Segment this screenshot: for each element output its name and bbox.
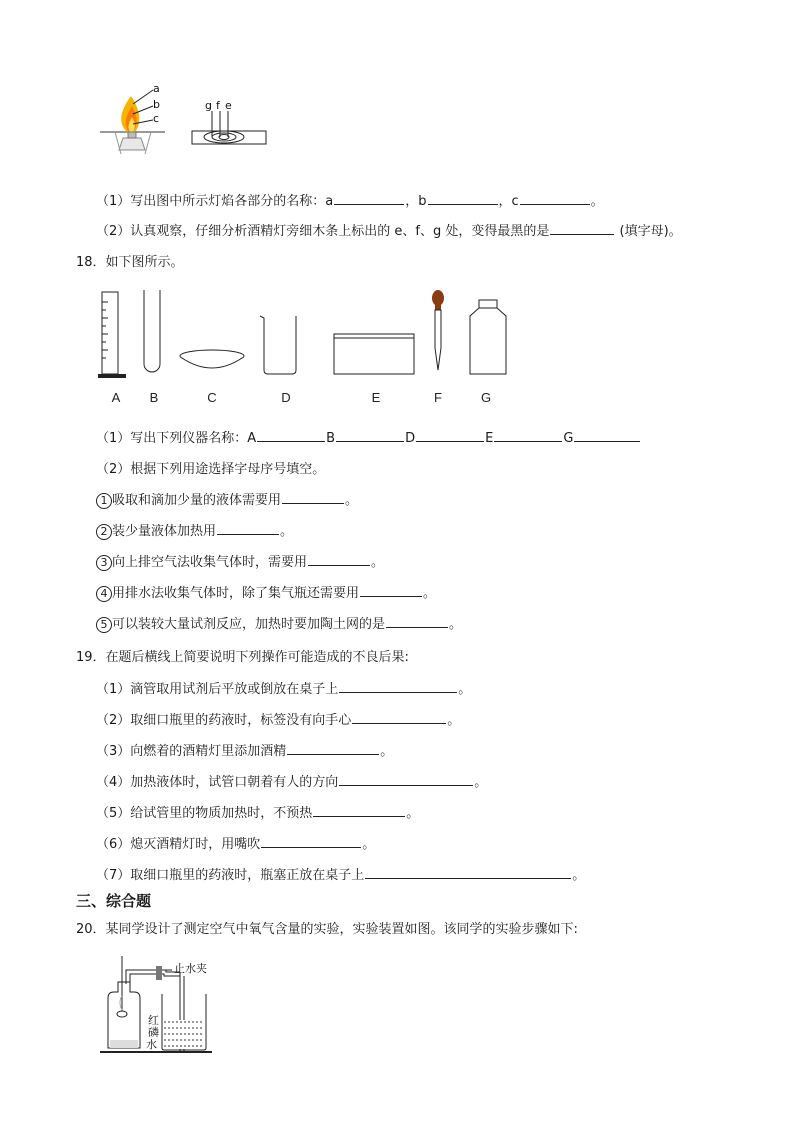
instrument-label-e: E — [371, 390, 381, 405]
instrument-label-b: B — [149, 390, 159, 405]
q18-item-4: 4 用排水法收集气体时，除了集气瓶还需要用 。 — [96, 582, 436, 602]
q18-item-3: 3 向上排空气法收集气体时，需要用 。 — [96, 551, 384, 571]
section-title: 三、综合题 — [76, 892, 152, 910]
instrument-label-g: G — [480, 390, 492, 405]
q18-item-1: 1 吸取和滴加少量的液体需要用 。 — [96, 489, 358, 509]
answer-blank[interactable] — [339, 680, 457, 693]
answer-blank[interactable] — [574, 429, 640, 442]
answer-blank[interactable] — [336, 429, 404, 442]
answer-blank[interactable] — [416, 429, 484, 442]
answer-blank[interactable] — [261, 835, 361, 848]
answer-blank[interactable] — [217, 522, 279, 535]
q19-item-7: （7）取细口瓶里的药液时，瓶塞正放在桌子上 。 — [96, 868, 586, 883]
flame-label-a: a — [153, 82, 160, 95]
instrument-label-f: F — [434, 390, 442, 405]
q19-item-5: （5）给试管里的物质加热时，不预热 。 — [96, 806, 420, 821]
flame-label-c: c — [153, 112, 160, 125]
instrument-label-a: A — [111, 390, 121, 405]
answer-blank[interactable] — [360, 584, 422, 597]
wood-label-g: g — [205, 99, 212, 112]
wood-label-e: e — [225, 99, 232, 112]
wood-label-f: f — [216, 99, 220, 112]
answer-blank[interactable] — [352, 711, 446, 724]
flame-label-b: b — [153, 98, 160, 111]
clamp-label: 止水夹 — [174, 962, 207, 975]
q19-item-3: （3）向燃着的酒精灯里添加酒精 。 — [96, 744, 394, 759]
q17-part1: （1）写出图中所示灯焰各部分的名称：a ，b ，c 。 — [96, 194, 604, 209]
q18-item-5: 5 可以装较大量试剂反应，加热时要加陶土网的是 。 — [96, 613, 462, 633]
answer-blank[interactable] — [365, 866, 571, 879]
q20-title: 20．某同学设计了测定空气中氧气含量的实验，实验装置如图。该同学的实验步骤如下: — [76, 922, 578, 937]
instrument-label-d: D — [281, 390, 291, 405]
answer-blank[interactable] — [313, 804, 405, 817]
q18-part1: （1）写出下列仪器名称：A B D E G — [96, 427, 641, 446]
answer-blank[interactable] — [428, 192, 498, 205]
q18-part2: （2）根据下列用途选择字母序号填空。 — [96, 462, 326, 477]
answer-blank[interactable] — [520, 192, 590, 205]
q19-title: 19．在题后横线上简要说明下列操作可能造成的不良后果: — [76, 650, 409, 665]
answer-blank[interactable] — [308, 553, 370, 566]
answer-blank[interactable] — [339, 773, 473, 786]
lab-instruments-figure — [96, 286, 516, 381]
phosphorus-label-1: 红 — [148, 1014, 159, 1027]
q19-item-1: （1）滴管取用试剂后平放或倒放在桌子上 。 — [96, 682, 472, 697]
alcohol-lamp-figure — [95, 82, 185, 162]
answer-blank[interactable] — [494, 429, 562, 442]
q18-item-2: 2 装少量液体加热用 。 — [96, 520, 293, 540]
answer-blank[interactable] — [550, 222, 614, 235]
wood-strip-figure — [190, 95, 270, 150]
q18-title: 18．如下图所示。 — [76, 255, 184, 270]
answer-blank[interactable] — [257, 429, 325, 442]
q17-part2: （2）认真观察，仔细分析酒精灯旁细木条上标出的 e、f、g 处，变得最黑的是 (填字母)。 — [96, 224, 682, 239]
instrument-label-c: C — [207, 390, 217, 405]
q19-item-2: （2）取细口瓶里的药液时，标签没有向手心 。 — [96, 713, 461, 728]
q19-item-4: （4）加热液体时，试管口朝着有人的方向 。 — [96, 775, 488, 790]
oxygen-experiment-figure — [96, 952, 226, 1060]
answer-blank[interactable] — [282, 491, 344, 504]
answer-blank[interactable] — [386, 615, 448, 628]
phosphorus-label-2: 磷 — [148, 1026, 159, 1039]
q19-item-6: （6）熄灭酒精灯时，用嘴吹 。 — [96, 837, 376, 852]
answer-blank[interactable] — [334, 192, 404, 205]
answer-blank[interactable] — [287, 742, 379, 755]
water-label: 水 — [146, 1038, 157, 1051]
